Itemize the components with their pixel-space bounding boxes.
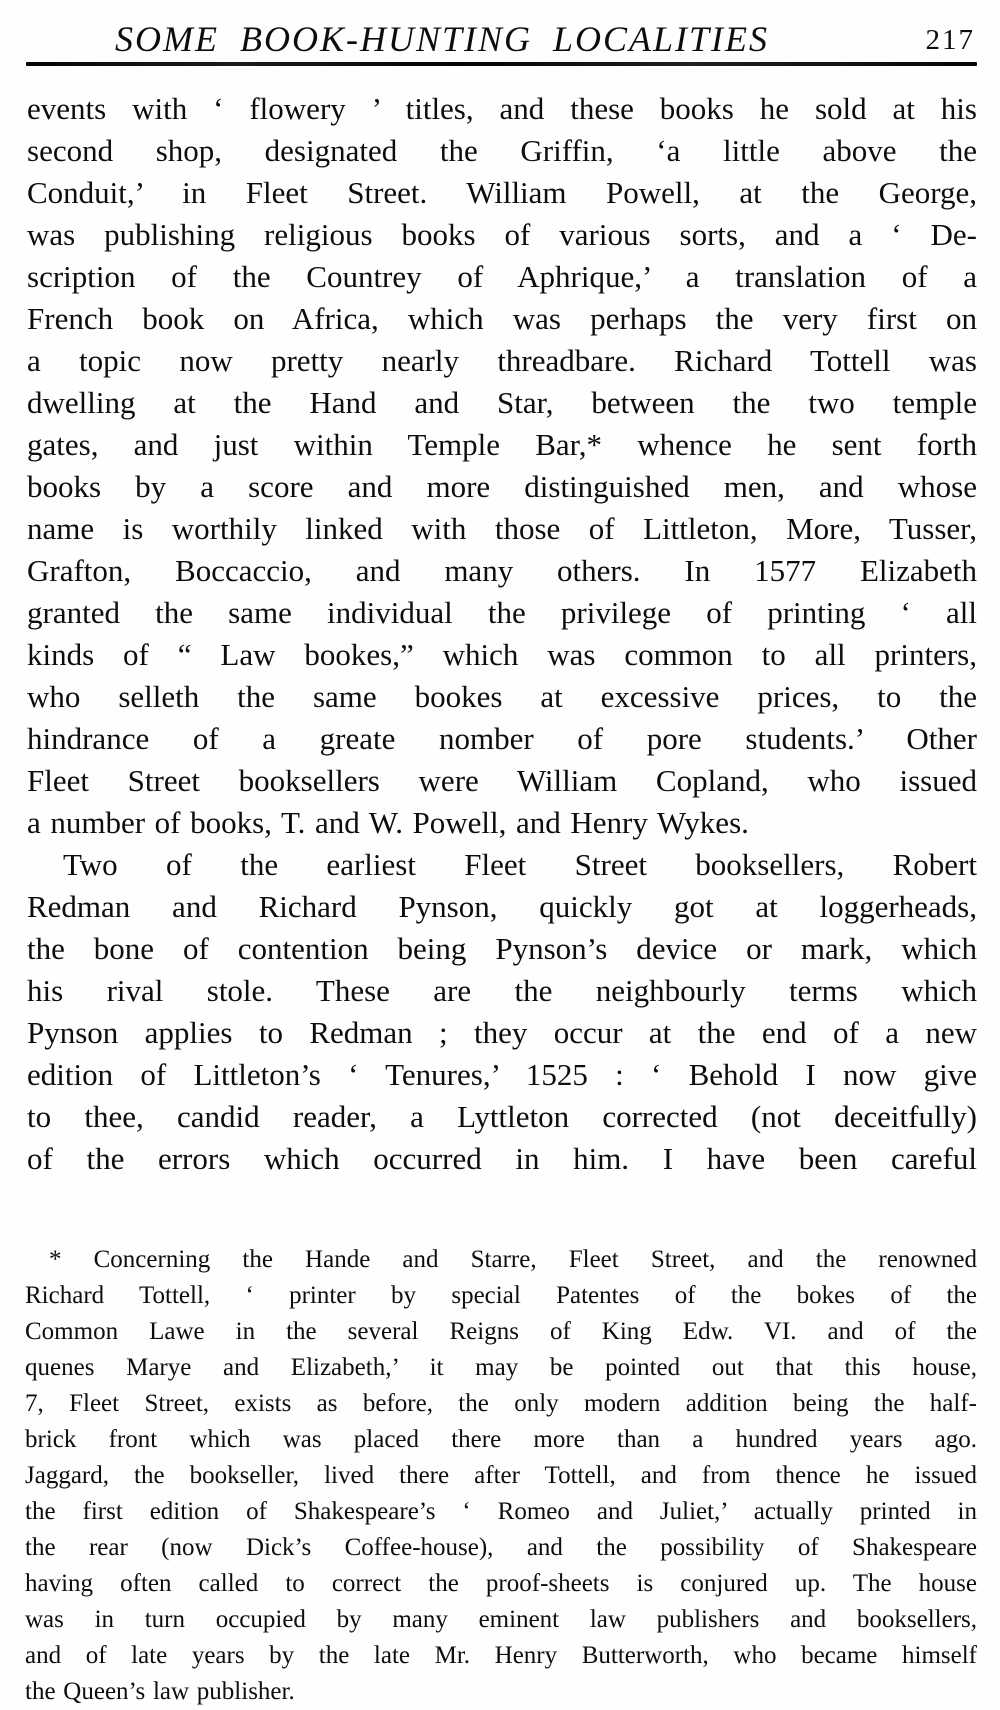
text-line: Conduit,’ in Fleet Street. William Powell, at the George,: [27, 175, 977, 210]
text-line: having often called to correct the proof-sheets is conjured up. The house: [25, 1570, 977, 1597]
text-line: brick front which was placed there more than a hundred years ago.: [25, 1426, 977, 1453]
text-line: name is worthily linked with those of Littleton, More, Tusser,: [27, 511, 977, 546]
text-line: was publishing religious books of various sorts, and a ‘ De-: [27, 217, 977, 252]
text-line: books by a score and more distinguished men, and whose: [27, 469, 977, 504]
text-line: to thee, candid reader, a Lyttleton corrected (not deceitfully): [27, 1099, 977, 1134]
text-line: the rear (now Dick’s Coffee-house), and the possibility of Shakespeare: [25, 1534, 977, 1561]
footnote-paragraph: [25, 1242, 977, 1710]
text-line: French book on Africa, which was perhaps the very first on: [27, 301, 977, 336]
text-line: second shop, designated the Griffin, ‘a little above the: [27, 133, 977, 168]
page-number: 217: [925, 24, 975, 56]
text-line: 7, Fleet Street, exists as before, the only modern addition being the half-: [25, 1390, 977, 1417]
text-line: kinds of “ Law bookes,” which was common to all printers,: [27, 637, 977, 672]
text-line: a number of books, T. and W. Powell, and Henry Wykes.: [27, 805, 749, 840]
text-line: hindrance of a greate nomber of pore students.’ Other: [27, 721, 977, 756]
text-line: was in turn occupied by many eminent law publishers and booksellers,: [25, 1606, 977, 1633]
text-line: Jaggard, the bookseller, lived there after Tottell, and from thence he issued: [25, 1462, 977, 1489]
text-line: granted the same individual the privilege of printing ‘ all: [27, 595, 977, 630]
text-line: of the errors which occurred in him. I have been careful: [27, 1141, 977, 1176]
footnote: [25, 1242, 977, 1710]
text-line: scription of the Countrey of Aphrique,’ a translation of a: [27, 259, 977, 294]
text-line: the first edition of Shakespeare’s ‘ Romeo and Juliet,’ actually printed in: [25, 1498, 977, 1525]
text-line: Two of the earliest Fleet Street booksellers, Robert: [63, 847, 977, 882]
text-line: a topic now pretty nearly threadbare. Richard Tottell was: [27, 343, 977, 378]
text-line: and of late years by the late Mr. Henry Butterworth, who became himself: [25, 1642, 977, 1669]
paragraph-2: [27, 844, 977, 1180]
text-line: events with ‘ flowery ’ titles, and these books he sold at his: [27, 91, 977, 126]
text-line: Grafton, Boccaccio, and many others. In 1577 Elizabeth: [27, 553, 977, 588]
text-line: the Queen’s law publisher.: [25, 1678, 295, 1705]
text-line: gates, and just within Temple Bar,* whence he sent forth: [27, 427, 977, 462]
running-header: [27, 16, 977, 60]
text-line: his rival stole. These are the neighbourly terms which: [27, 973, 977, 1008]
header-rule: [26, 62, 977, 66]
body-text: [27, 88, 977, 1180]
text-line: who selleth the same bookes at excessive prices, to the: [27, 679, 977, 714]
paragraph-1: [27, 88, 977, 844]
text-line: Common Lawe in the several Reigns of King Edw. VI. and of the: [25, 1318, 977, 1345]
text-line: the bone of contention being Pynson’s device or mark, which: [27, 931, 977, 966]
text-line: quenes Marye and Elizabeth,’ it may be pointed out that this house,: [25, 1354, 977, 1381]
text-line: dwelling at the Hand and Star, between the two temple: [27, 385, 977, 420]
page-title: SOME BOOK-HUNTING LOCALITIES: [114, 19, 770, 59]
text-line: Redman and Richard Pynson, quickly got at loggerheads,: [27, 889, 977, 924]
text-line: Fleet Street booksellers were William Copland, who issued: [27, 763, 977, 798]
text-line: * Concerning the Hande and Starre, Fleet Street, and the renowned: [49, 1246, 977, 1273]
text-line: edition of Littleton’s ‘ Tenures,’ 1525 : ‘ Behold I now give: [27, 1057, 977, 1092]
text-line: Pynson applies to Redman ; they occur at the end of a new: [27, 1015, 977, 1050]
text-line: Richard Tottell, ‘ printer by special Patentes of the bokes of the: [25, 1282, 977, 1309]
